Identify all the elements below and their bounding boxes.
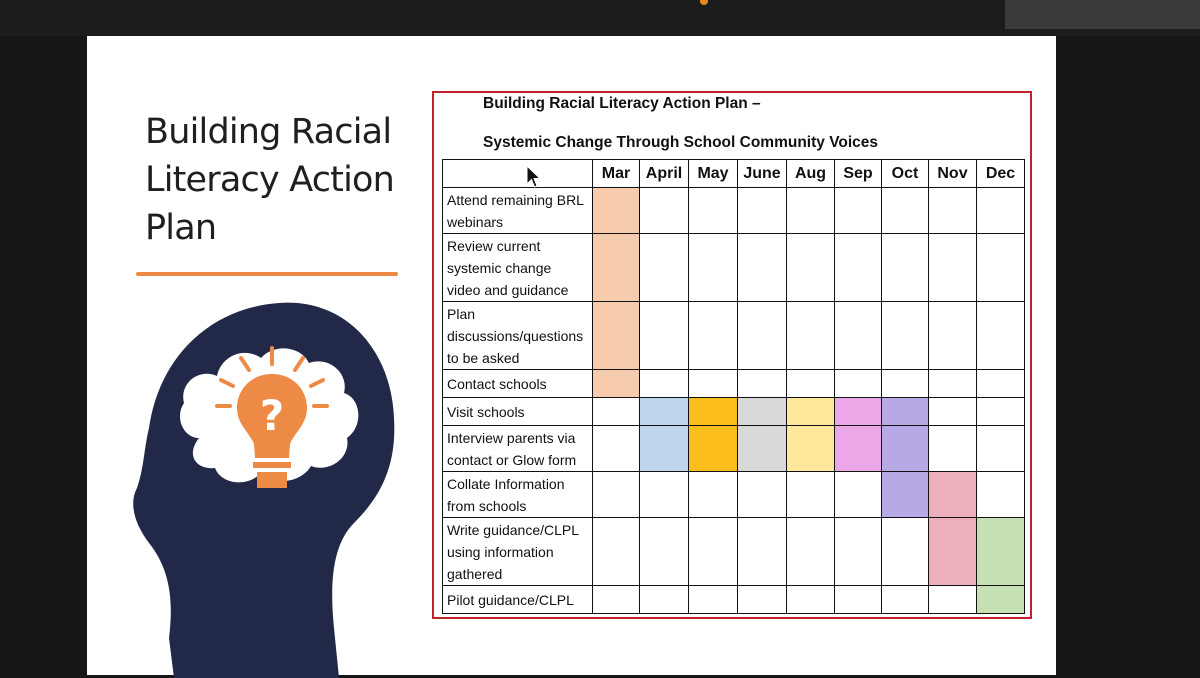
month-cell [738,302,787,370]
plan-heading-line1: Building Racial Literacy Action Plan – [483,95,761,112]
month-cell [835,302,882,370]
month-cell [929,188,977,234]
plan-row [443,472,1025,518]
task-label: Collate Information from schools [443,472,593,518]
month-cell [640,234,689,302]
month-cell [835,472,882,518]
month-cell [882,398,929,426]
head-silhouette-icon [129,298,399,678]
month-cell [640,188,689,234]
month-cell [929,472,977,518]
month-cell [929,234,977,302]
month-cell [882,472,929,518]
month-cell [787,370,835,398]
month-cell [593,188,640,234]
month-cell [593,370,640,398]
month-cell [640,472,689,518]
month-cell [738,188,787,234]
task-label: Write guidance/CLPL using information gathered [443,518,593,586]
month-cell [977,426,1025,472]
month-cell [787,586,835,614]
slide-title: Building Racial Literacy Action Plan [145,112,395,248]
month-cell [882,302,929,370]
month-cell [882,518,929,586]
month-cell [593,398,640,426]
month-cell [977,518,1025,586]
month-cell [835,188,882,234]
month-cell [929,586,977,614]
month-cell [977,370,1025,398]
month-cell [787,398,835,426]
plan-row [443,302,1025,370]
month-cell [882,188,929,234]
month-cell [593,302,640,370]
svg-text:?: ? [259,391,285,440]
month-cell [640,586,689,614]
month-cell [738,586,787,614]
month-cell [689,370,738,398]
month-header: June [738,160,787,188]
month-header: April [640,160,689,188]
month-cell [689,398,738,426]
header-task [443,160,593,188]
month-cell [882,586,929,614]
month-cell [882,234,929,302]
month-cell [738,472,787,518]
month-header: Oct [882,160,929,188]
action-plan-box [432,91,1032,619]
month-cell [835,370,882,398]
month-cell [787,234,835,302]
plan-row [443,234,1025,302]
month-cell [738,518,787,586]
month-cell [929,426,977,472]
task-label: Attend remaining BRL webinars [443,188,593,234]
month-cell [835,398,882,426]
month-cell [593,586,640,614]
month-cell [640,370,689,398]
month-cell [738,370,787,398]
month-header: May [689,160,738,188]
plan-row [443,188,1025,234]
task-label: Review current systemic change video and guidance [443,234,593,302]
month-cell [929,370,977,398]
month-cell [787,518,835,586]
plan-row [443,370,1025,398]
task-label: Contact schools [443,370,593,398]
month-cell [640,398,689,426]
plan-row [443,518,1025,586]
title-divider [136,272,398,276]
month-cell [689,472,738,518]
month-cell [640,518,689,586]
month-cell [593,426,640,472]
month-cell [835,234,882,302]
month-cell [835,586,882,614]
month-cell [929,398,977,426]
month-cell [738,426,787,472]
action-plan-table [442,159,1025,614]
month-cell [787,426,835,472]
month-cell [787,472,835,518]
month-cell [977,586,1025,614]
month-header: Nov [929,160,977,188]
month-cell [977,188,1025,234]
month-cell [689,518,738,586]
month-cell [929,518,977,586]
month-cell [593,518,640,586]
month-cell [977,398,1025,426]
plan-row [443,586,1025,614]
month-cell [689,188,738,234]
month-cell [689,426,738,472]
month-cell [640,302,689,370]
plan-row [443,398,1025,426]
month-cell [835,518,882,586]
month-cell [593,234,640,302]
month-cell [689,234,738,302]
slide [87,36,1056,675]
month-cell [689,586,738,614]
month-header: Dec [977,160,1025,188]
month-cell [977,302,1025,370]
month-cell [738,234,787,302]
month-cell [882,370,929,398]
month-header: Aug [787,160,835,188]
month-cell [787,302,835,370]
month-cell [640,426,689,472]
task-label: Interview parents via contact or Glow form [443,426,593,472]
plan-row [443,426,1025,472]
top-right-panel[interactable] [1005,0,1200,29]
month-cell [977,234,1025,302]
month-cell [787,188,835,234]
month-cell [593,472,640,518]
cursor-icon [526,165,542,189]
month-cell [929,302,977,370]
month-cell [835,426,882,472]
month-cell [689,302,738,370]
month-cell [738,398,787,426]
plan-heading-line2: Systemic Change Through School Community Voices [483,134,879,151]
task-label: Plan discussions/questions to be asked [443,302,593,370]
task-label: Pilot guidance/CLPL [443,586,593,614]
task-label: Visit schools [443,398,593,426]
month-header: Mar [593,160,640,188]
month-cell [882,426,929,472]
month-header: Sep [835,160,882,188]
month-cell [977,472,1025,518]
